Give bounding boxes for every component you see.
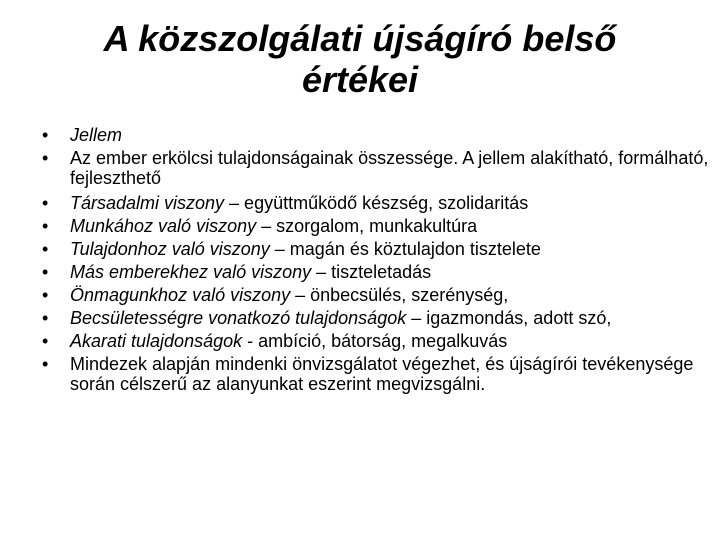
bullet-item-text: – tiszteletadás bbox=[311, 262, 432, 282]
bullet-icon: • bbox=[42, 148, 49, 168]
bullet-item-definition bbox=[42, 148, 712, 188]
bullet-item-italic-text: Akarati tulajdonságok bbox=[70, 331, 243, 351]
bullet-item-italic-text: Társadalmi viszony bbox=[70, 193, 225, 213]
bullet-item-tulajdon bbox=[42, 239, 712, 259]
bullet-item-munka bbox=[42, 216, 712, 236]
bullet-list bbox=[42, 125, 712, 397]
slide-title-line-2: értékei bbox=[301, 59, 419, 100]
bullet-item-becsulet bbox=[42, 308, 712, 328]
bullet-icon: • bbox=[42, 285, 49, 305]
bullet-item-italic-text: Munkához való viszony bbox=[70, 216, 257, 236]
bullet-item-italic-text: Becsületességre vonatkozó tulajdonságok bbox=[70, 308, 407, 328]
slide-title-line-1: A közszolgálati újságíró belső bbox=[103, 18, 617, 59]
bullet-icon: • bbox=[42, 125, 49, 145]
slide-title bbox=[0, 18, 720, 100]
bullet-icon: • bbox=[42, 239, 49, 259]
bullet-item-emberek bbox=[42, 262, 712, 282]
bullet-item-italic-text: Jellem bbox=[70, 125, 123, 145]
bullet-item-text: – szorgalom, munkakultúra bbox=[256, 216, 478, 236]
bullet-item-onmagunk bbox=[42, 285, 712, 305]
bullet-icon: • bbox=[42, 193, 49, 213]
bullet-item-italic-text: Önmagunkhoz való viszony bbox=[70, 285, 291, 305]
bullet-item-text: Mindezek alapján mindenki önvizsgálatot végezhet, és újságírói tevékenysége során célszerű az alanyunkat eszerint megvizsgálni. bbox=[70, 354, 694, 394]
bullet-icon: • bbox=[42, 216, 49, 236]
bullet-item-tarsadalmi bbox=[42, 193, 712, 213]
bullet-item-text: Az ember erkölcsi tulajdonságainak összessége. A jellem alakítható, formálható, fejleszthető bbox=[70, 148, 709, 188]
bullet-item-text: – magán és köztulajdon tisztelete bbox=[269, 239, 541, 259]
bullet-item-akarati bbox=[42, 331, 712, 351]
bullet-icon: • bbox=[42, 262, 49, 282]
bullet-item-text: – igazmondás, adott szó, bbox=[406, 308, 612, 328]
bullet-item-text: – együttműködő készség, szolidaritás bbox=[224, 193, 529, 213]
bullet-icon: • bbox=[42, 308, 49, 328]
bullet-item-text: – önbecsülés, szerénység, bbox=[290, 285, 509, 305]
bullet-item-italic-text: Tulajdonhoz való viszony bbox=[70, 239, 270, 259]
bullet-item-jellem bbox=[42, 125, 712, 145]
bullet-icon: • bbox=[42, 331, 49, 351]
bullet-item-italic-text: Más emberekhez való viszony bbox=[70, 262, 312, 282]
bullet-icon: • bbox=[42, 354, 49, 374]
bullet-item-text: - ambíció, bátorság, megalkuvás bbox=[242, 331, 508, 351]
bullet-item-mindezek bbox=[42, 354, 712, 394]
